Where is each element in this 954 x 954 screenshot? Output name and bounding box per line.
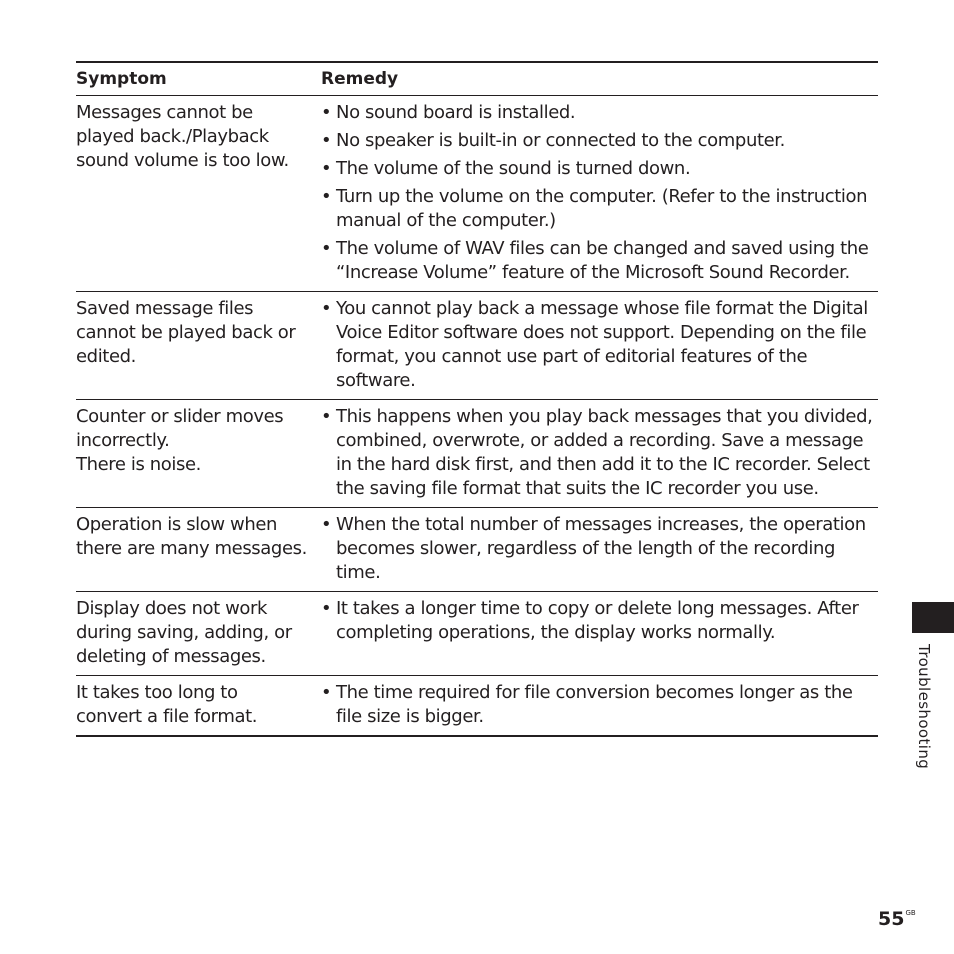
page-number-value: 55 bbox=[878, 908, 905, 930]
remedy-text: You cannot play back a message whose file format the Digital Voice Editor software does not support. Depending on the file format, you cannot use part of editorial features of the software. bbox=[336, 298, 868, 391]
bullet-icon: • bbox=[321, 298, 332, 319]
symptom-cell bbox=[76, 508, 321, 592]
page-region-code: GB bbox=[905, 909, 916, 917]
symptom-text-line: incorrectly. bbox=[76, 430, 170, 451]
remedy-text: The volume of the sound is turned down. bbox=[336, 158, 691, 179]
remedy-text: No speaker is built-in or connected to the computer. bbox=[336, 130, 785, 151]
bullet-icon: • bbox=[321, 406, 332, 427]
troubleshooting-table bbox=[76, 61, 878, 737]
bullet-icon: • bbox=[321, 102, 332, 123]
remedy-text: The volume of WAV files can be changed and saved using the “Increase Volume” feature of the Microsoft Sound Recorder. bbox=[336, 238, 869, 283]
symptom-text-line: edited. bbox=[76, 346, 136, 367]
table-header-row bbox=[76, 62, 878, 96]
table-row bbox=[76, 292, 878, 400]
table-row bbox=[76, 508, 878, 592]
section-tab-marker bbox=[912, 602, 954, 633]
remedy-list bbox=[321, 405, 878, 501]
remedy-list bbox=[321, 681, 878, 729]
bullet-icon: • bbox=[321, 238, 332, 259]
symptom-text-line: there are many messages. bbox=[76, 538, 307, 559]
symptom-text-line: Display does not work bbox=[76, 598, 268, 619]
table-row bbox=[76, 400, 878, 508]
remedy-text: When the total number of messages increases, the operation becomes slower, regardless of the length of the recording time. bbox=[336, 514, 866, 583]
symptom-text-line: during saving, adding, or bbox=[76, 622, 292, 643]
table-row bbox=[76, 592, 878, 676]
symptom-cell bbox=[76, 592, 321, 676]
bullet-icon: • bbox=[321, 514, 332, 535]
symptom-text-line: Counter or slider moves bbox=[76, 406, 284, 427]
bullet-icon: • bbox=[321, 186, 332, 207]
bullet-icon: • bbox=[321, 598, 332, 619]
remedy-cell bbox=[321, 400, 878, 508]
symptom-text-line: Operation is slow when bbox=[76, 514, 278, 535]
remedy-text: This happens when you play back messages that you divided, combined, overwrote, or added a recording. Save a message in the hard disk first, and then add it to the IC recorder. Select the saving file format that suits the IC recorder you use. bbox=[336, 406, 873, 499]
symptom-column-header: Symptom bbox=[76, 62, 321, 96]
remedy-item bbox=[321, 101, 878, 125]
symptom-cell bbox=[76, 400, 321, 508]
symptom-text-line: Messages cannot be bbox=[76, 102, 253, 123]
remedy-list bbox=[321, 101, 878, 285]
bullet-icon: • bbox=[321, 158, 332, 179]
remedy-item bbox=[321, 185, 878, 233]
remedy-list bbox=[321, 513, 878, 585]
remedy-item bbox=[321, 597, 878, 645]
remedy-item bbox=[321, 297, 878, 393]
symptom-text-line: cannot be played back or bbox=[76, 322, 296, 343]
remedy-list bbox=[321, 597, 878, 645]
remedy-cell bbox=[321, 508, 878, 592]
symptom-text-line: deleting of messages. bbox=[76, 646, 266, 667]
troubleshooting-table-container bbox=[76, 61, 878, 737]
symptom-text-line: played back./Playback bbox=[76, 126, 269, 147]
remedy-column-header: Remedy bbox=[321, 62, 878, 96]
remedy-text: No sound board is installed. bbox=[336, 102, 576, 123]
remedy-cell bbox=[321, 592, 878, 676]
symptom-cell bbox=[76, 96, 321, 292]
remedy-text: It takes a longer time to copy or delete long messages. After completing operations, the display works normally. bbox=[336, 598, 859, 643]
table-row bbox=[76, 676, 878, 737]
remedy-cell bbox=[321, 292, 878, 400]
section-tab-label-container bbox=[914, 644, 934, 784]
remedy-item bbox=[321, 129, 878, 153]
remedy-list bbox=[321, 297, 878, 393]
symptom-text-line: There is noise. bbox=[76, 454, 201, 475]
symptom-text-line: It takes too long to bbox=[76, 682, 238, 703]
symptom-text-line: Saved message files bbox=[76, 298, 254, 319]
section-tab-label: Troubleshooting bbox=[915, 644, 933, 770]
table-row bbox=[76, 96, 878, 292]
remedy-item bbox=[321, 681, 878, 729]
remedy-item bbox=[321, 237, 878, 285]
remedy-cell bbox=[321, 96, 878, 292]
remedy-item bbox=[321, 157, 878, 181]
symptom-text-line: sound volume is too low. bbox=[76, 150, 289, 171]
page-number bbox=[878, 907, 916, 931]
symptom-text-line: convert a file format. bbox=[76, 706, 258, 727]
bullet-icon: • bbox=[321, 130, 332, 151]
symptom-cell bbox=[76, 676, 321, 737]
remedy-item bbox=[321, 405, 878, 501]
remedy-text: Turn up the volume on the computer. (Refer to the instruction manual of the computer.) bbox=[336, 186, 868, 231]
bullet-icon: • bbox=[321, 682, 332, 703]
remedy-item bbox=[321, 513, 878, 585]
remedy-cell bbox=[321, 676, 878, 737]
table-body bbox=[76, 96, 878, 737]
remedy-text: The time required for file conversion becomes longer as the file size is bigger. bbox=[336, 682, 853, 727]
symptom-cell bbox=[76, 292, 321, 400]
